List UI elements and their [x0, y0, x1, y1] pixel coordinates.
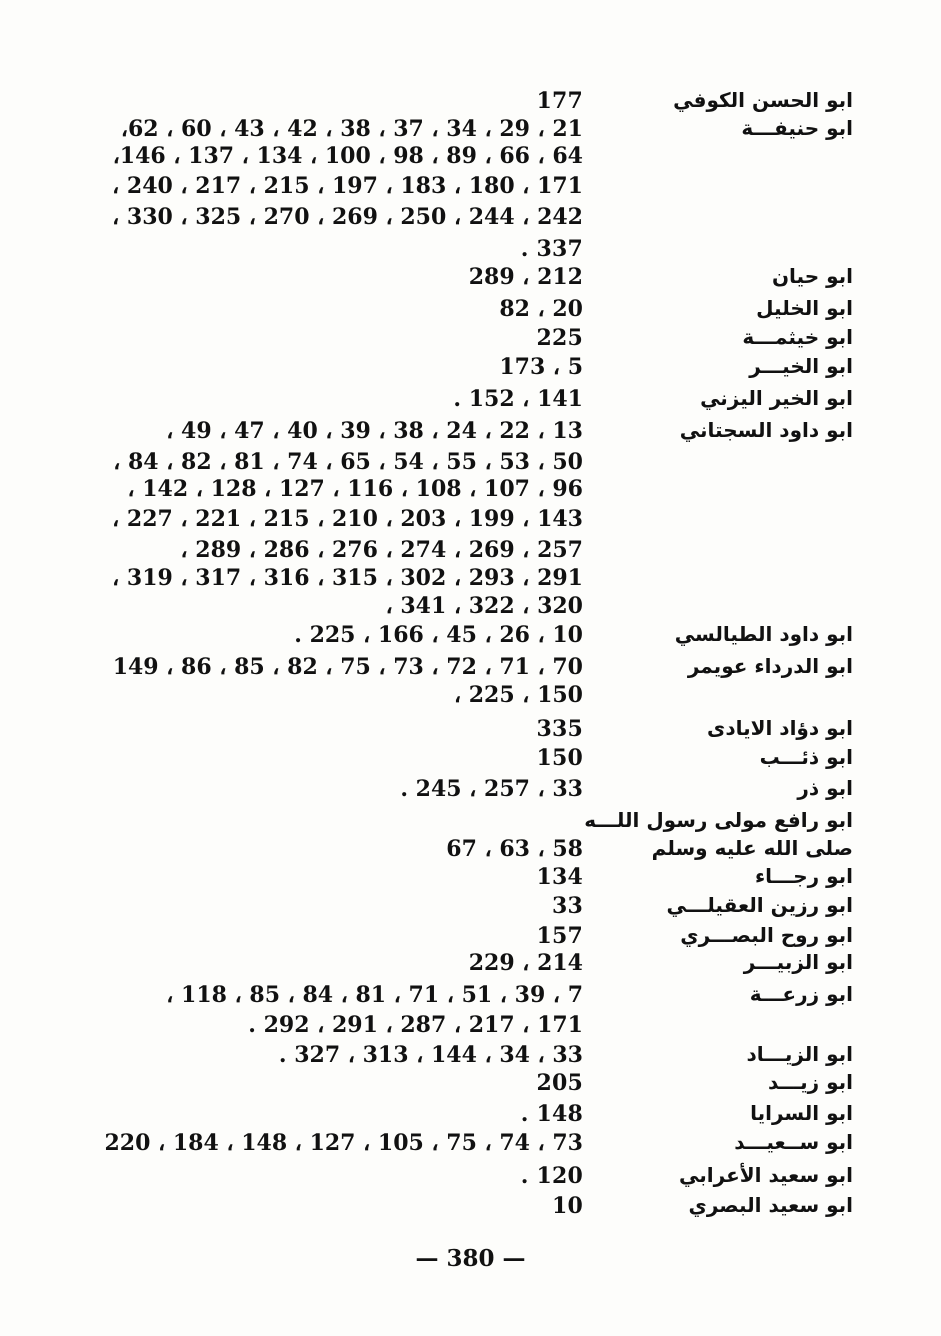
index-entry [0, 1042, 941, 1072]
entry-pages: 73 ، 74 ، 75 ، 105 ، 127 ، 148 ، 184 ، 220 [104, 1130, 583, 1156]
index-entry [0, 622, 941, 652]
index-entry [0, 565, 941, 595]
entry-name: ابو داود السجتاني [679, 418, 853, 442]
entry-name: ابو رزين العقيلـــي [666, 893, 853, 917]
entry-name: ابو ذر [797, 776, 853, 800]
entry-pages: 171 ، 180 ، 183 ، 197 ، 215 ، 217 ، 240 ، [112, 173, 583, 199]
entry-pages: 225 [536, 325, 583, 351]
entry-pages: 33 ، 257 ، 245 . [400, 776, 583, 802]
entry-name: ابو الزبيـــر [743, 950, 853, 974]
entry-pages: 212 ، 289 [468, 264, 583, 290]
entry-pages: 335 [536, 716, 583, 742]
index-entry [0, 204, 941, 234]
index-entry [0, 716, 941, 746]
entry-pages: 337 . [520, 236, 583, 262]
entry-name: ابو ســعيـــد [734, 1130, 853, 1154]
entry-pages: 177 [536, 88, 583, 114]
entry-name: ابو حنيفـــة [741, 116, 853, 140]
entry-name: ابو روح البصـــري [680, 923, 853, 947]
index-entry [0, 354, 941, 384]
entry-name: ابو ذئـــب [759, 745, 853, 769]
entry-name: ابو سعيد البصري [688, 1193, 853, 1217]
index-entry [0, 776, 941, 806]
entry-name: ابو الحسن الكوفي [673, 88, 853, 112]
entry-name: ابو رجـــاء [754, 864, 853, 888]
entry-name: ابو الخير اليزني [700, 386, 853, 410]
index-entry [0, 1101, 941, 1131]
entry-pages: 20 ، 82 [499, 296, 583, 322]
index-entry [0, 982, 941, 1012]
index-entry [0, 654, 941, 684]
index-entry [0, 864, 941, 894]
entry-name: ابو داود الطيالسي [674, 622, 853, 646]
entry-name: ابو زيـــد [768, 1070, 853, 1094]
index-entry [0, 449, 941, 479]
entry-pages: 320 ، 322 ، 341 ، [385, 593, 583, 619]
entry-pages: 120 . [520, 1163, 583, 1189]
index-entry [0, 143, 941, 173]
entry-pages: 70 ، 71 ، 72 ، 73 ، 75 ، 82 ، 85 ، 86 ، 149 [112, 654, 583, 680]
entry-pages: 134 [536, 864, 583, 890]
entry-pages: 7 ، 39 ، 51 ، 71 ، 81 ، 84 ، 85 ، 118 ، [166, 982, 583, 1008]
entry-name: ابو حيان [771, 264, 853, 288]
entry-name: ابو الزيـــاد [746, 1042, 853, 1066]
index-entry [0, 236, 941, 266]
entry-name: صلى الله عليه وسلم [651, 836, 853, 860]
entry-pages: 5 ، 173 [499, 354, 583, 380]
entry-name: ابو زرعـــة [749, 982, 853, 1006]
entry-name: ابو دؤاد الايادى [706, 716, 853, 740]
entry-pages: 171 ، 217 ، 287 ، 291 ، 292 . [248, 1012, 583, 1038]
index-entry [0, 836, 941, 866]
entry-pages: 33 ، 34 ، 144 ، 313 ، 327 . [278, 1042, 583, 1068]
entry-pages: 13 ، 22 ، 24 ، 38 ، 39 ، 40 ، 47 ، 49 ، [166, 418, 583, 444]
index-entry [0, 1163, 941, 1193]
index-entry [0, 1193, 941, 1223]
entry-pages: 33 [551, 893, 583, 919]
index-entry [0, 682, 941, 712]
entry-pages: 10 ، 26 ، 45 ، 166 ، 225 . [294, 622, 583, 648]
index-entry [0, 116, 941, 146]
index-entry [0, 893, 941, 923]
page-number: — 380 — [415, 1245, 526, 1272]
entry-pages: 157 [536, 923, 583, 949]
index-entry [0, 808, 941, 838]
index-entry [0, 506, 941, 536]
entry-pages: 150 ، 225 ، [453, 682, 583, 708]
entry-pages: 257 ، 269 ، 274 ، 276 ، 286 ، 289 ، [180, 537, 583, 563]
entry-name: ابو رافع مولى رسول اللـــه [584, 808, 853, 832]
index-entry [0, 296, 941, 326]
index-entry [0, 386, 941, 416]
entry-pages: 96 ، 107 ، 108 ، 116 ، 127 ، 128 ، 142 ، [127, 476, 583, 502]
entry-pages: 10 [551, 1193, 583, 1219]
entry-name: ابو الخليل [756, 296, 853, 320]
entry-name: ابو خيثمـــة [742, 325, 853, 349]
index-entry [0, 950, 941, 980]
entry-pages: 58 ، 63 ، 67 [446, 836, 583, 862]
entry-pages: 141 ، 152 . [453, 386, 583, 412]
entry-name: ابو الخيـــر [749, 354, 853, 378]
entry-name: ابو السرايا [750, 1101, 853, 1125]
index-entry [0, 923, 941, 953]
index-entry [0, 476, 941, 506]
index-entry [0, 88, 941, 118]
entry-pages: 148 . [520, 1101, 583, 1127]
entry-pages: 150 [536, 745, 583, 771]
entry-pages: 50 ، 53 ، 55 ، 54 ، 65 ، 74 ، 81 ، 82 ، 84 ، [113, 449, 583, 475]
index-entry [0, 745, 941, 775]
index-entry [0, 325, 941, 355]
index-entry [0, 1012, 941, 1042]
entry-pages: 242 ، 244 ، 250 ، 269 ، 270 ، 325 ، 330 ، [112, 204, 583, 230]
index-entry [0, 418, 941, 448]
index-entry [0, 1130, 941, 1160]
index-entry [0, 593, 941, 623]
index-entry [0, 173, 941, 203]
index-entry [0, 537, 941, 567]
entry-pages: 291 ، 293 ، 302 ، 315 ، 316 ، 317 ، 319 ، [112, 565, 583, 591]
index-entry [0, 1070, 941, 1100]
entry-pages: 21 ، 29 ، 34 ، 37 ، 38 ، 42 ، 43 ، 60 ، 62، [120, 116, 583, 142]
entry-pages: 143 ، 199 ، 203 ، 210 ، 215 ، 221 ، 227 ، [112, 506, 583, 532]
entry-name: ابو سعيد الأعرابي [679, 1163, 853, 1187]
entry-pages: 214 ، 229 [468, 950, 583, 976]
entry-pages: 64 ، 66 ، 89 ، 98 ، 100 ، 134 ، 137 ، 146، [112, 143, 583, 169]
entry-name: ابو الدرداء عويمر [687, 654, 853, 678]
entry-pages: 205 [536, 1070, 583, 1096]
index-entry [0, 264, 941, 294]
